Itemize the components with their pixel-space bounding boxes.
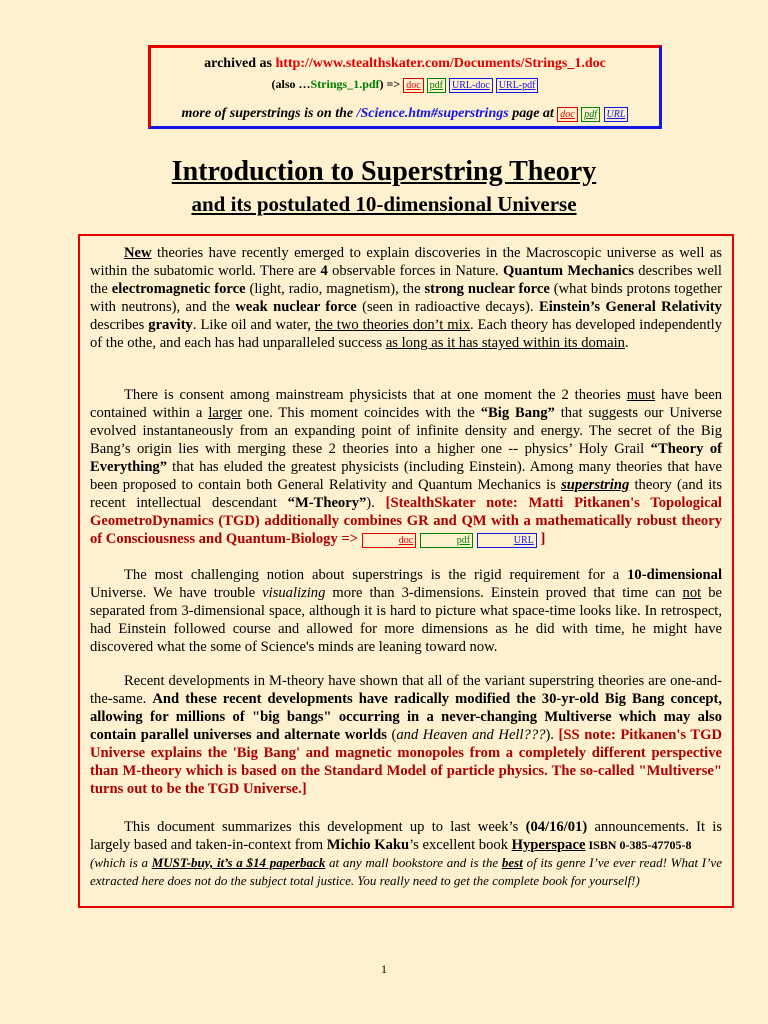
document-title: Introduction to Superstring Theory: [171, 156, 597, 187]
text: (seen in radioactive decays).: [356, 299, 539, 315]
text: observable forces in Nature.: [327, 263, 504, 279]
text: at any mall bookstore and is the: [325, 855, 502, 870]
paragraph-summary: [90, 818, 722, 890]
text: Recent developments in M-theory have shown that all of the variant superstring theories are one-and-the-same.: [90, 673, 722, 707]
date: (04/16/01): [525, 819, 588, 835]
text: The most challenging notion about superstrings is the rigid requirement for a: [124, 567, 628, 583]
text: that has eluded the greatest physicists (including Einstein). Among many theories that have been proposed to contain both General Relativity and Quantum Mechanics is: [90, 459, 722, 493]
book-title: Hyperspace: [511, 837, 586, 853]
general-relativity-term: Einstein’s General Relativity: [538, 299, 722, 315]
also-pdf-link[interactable]: Strings_1.pdf: [310, 77, 380, 91]
multiverse-statement: And these recent developments have radically modified the 30-yr-old Big Bang concept, allowing for millions of "big bangs" occurring in a never-changing Multiverse which may also contain parallel universes and alternate worlds: [90, 691, 722, 743]
weak-force-term: weak nuclear force: [235, 299, 357, 315]
author-name: Michio Kaku: [326, 837, 410, 853]
archive-header-box: [148, 45, 662, 129]
note-close: ]: [540, 531, 546, 547]
more-suffix: page at: [512, 106, 554, 121]
new-word: New: [124, 245, 152, 261]
archived-label: archived as: [204, 56, 272, 71]
science-page-link[interactable]: /Science.htm#superstrings: [356, 106, 509, 121]
larger-word: larger: [208, 405, 243, 421]
pdf-button[interactable]: pdf: [427, 78, 446, 93]
more-pdf-button[interactable]: pdf: [581, 107, 600, 122]
archive-line: [151, 56, 659, 72]
more-doc-button[interactable]: doc: [557, 107, 577, 122]
more-prefix: more of superstrings is on the: [181, 106, 354, 121]
doc-button[interactable]: doc: [403, 78, 423, 93]
strong-force-term: strong nuclear force: [424, 281, 550, 297]
best-word: best: [501, 855, 523, 870]
url-doc-button[interactable]: URL-doc: [449, 78, 493, 93]
ten-dimensional-term: 10-dimensional: [627, 567, 722, 583]
dont-mix-phrase: the two theories don’t mix: [315, 317, 470, 333]
text: . Like oil and water,: [192, 317, 315, 333]
text: theory (and its recent intellectual descendant: [90, 477, 722, 511]
quantum-mechanics-term: Quantum Mechanics: [503, 263, 634, 279]
text: (what binds protons together with neutrons), and the: [90, 281, 722, 315]
main-content-box: [78, 234, 734, 908]
text: that suggests our Universe evolved instantaneously from an expanding point of infinite density and energy. The secret of the Big Bang’s origin lies with merging these 2 theories into a higher one -- physics’ Holy Grail: [90, 405, 723, 457]
text: (: [386, 727, 397, 743]
text: There is consent among mainstream physicists that at one moment the 2 theories: [124, 387, 627, 403]
page-number: 1: [381, 962, 387, 976]
also-line: [151, 77, 659, 93]
tgd-doc-button[interactable]: doc: [362, 533, 416, 548]
text: one. This moment coincides with the: [242, 405, 481, 421]
not-word: not: [682, 585, 702, 601]
paragraph-m-theory: [90, 672, 722, 798]
four-count: 4: [320, 263, 328, 279]
text: describes well the: [90, 263, 722, 297]
text: (light, radio, magnetism), the: [245, 281, 425, 297]
isbn: ISBN 0-385-47705-8: [585, 838, 692, 852]
stealthskater-note: [StealthSkater note: Matti Pitkanen's Topological GeometroDynamics (TGD) additionally combines GR and QM with a mathematically robust theory of Consciousness and Quantum-Biology =>: [90, 495, 722, 547]
paragraph-forces: [90, 244, 722, 352]
superstring-term: superstring: [561, 477, 630, 493]
text: announcements. It is largely based and taken-in-context from: [90, 819, 722, 853]
domain-phrase: as long as it has stayed within its domain: [385, 335, 625, 351]
theory-of-everything-term: “Theory of Everything”: [90, 441, 722, 475]
text: theories have recently emerged to explain discoveries in the Macroscopic universe as well as within the subatomic world. There are: [90, 245, 722, 279]
ss-note: [SS note: Pitkanen's TGD Universe explains the 'Big Bang' and magnetic monopoles from a completely different perspective than M-theory which is based on the Standard Model of particle physics. The so-called "Multiverse" turns out to be the TGD Universe.]: [90, 727, 722, 797]
recommendation: [90, 855, 722, 888]
text: ).: [545, 727, 559, 743]
text: This document summarizes this development up to last week’s: [124, 819, 526, 835]
more-url-button[interactable]: URL: [604, 107, 629, 122]
also-prefix: (also …: [271, 77, 311, 91]
more-line: [151, 106, 659, 122]
paragraph-dimensions: [90, 566, 722, 656]
text: of its genre I’ve ever read! What I’ve extracted here does not do the subject total justice. You really need to get the complete book for yourself!): [90, 855, 722, 888]
big-bang-term: “Big Bang”: [480, 405, 555, 421]
text: ).: [366, 495, 386, 511]
visualizing-word: visualizing: [262, 585, 326, 601]
text: be separated from 3-dimensional space, although it is hard to picture what space-time looks like. In retrospect, had Einstein followed course and allowed for more dimensions as he did with time, he might have discovered what the some of Science's minds are leaning toward now.: [90, 585, 722, 655]
must-word: must: [626, 387, 656, 403]
text: have been contained within a: [90, 387, 722, 421]
text: .: [624, 335, 629, 351]
archive-url-link[interactable]: http://www.stealthskater.com/Documents/Strings_1.doc: [275, 56, 606, 71]
heaven-hell-phrase: and Heaven and Hell???: [396, 727, 546, 743]
tgd-url-button[interactable]: URL: [477, 533, 537, 548]
gravity-term: gravity: [148, 317, 193, 333]
document-subtitle: and its postulated 10-dimensional Universe: [191, 192, 577, 216]
also-suffix: ) =>: [379, 77, 401, 91]
must-buy-phrase: MUST-buy, it’s a $14 paperback: [151, 855, 326, 870]
paragraph-big-bang: [90, 386, 722, 548]
text: describes: [90, 317, 149, 333]
text: Universe. We have trouble: [90, 585, 263, 601]
text: (which is a: [90, 855, 152, 870]
text: more than 3-dimensions. Einstein proved that time can: [325, 585, 683, 601]
m-theory-term: “M-Theory”: [287, 495, 367, 511]
electromagnetic-term: electromagnetic force: [111, 281, 246, 297]
text: . Each theory has developed independently of the othe, and each has had unparalleled success: [90, 317, 722, 351]
text: ’s excellent book: [409, 837, 512, 853]
url-pdf-button[interactable]: URL-pdf: [496, 78, 539, 93]
tgd-pdf-button[interactable]: pdf: [420, 533, 473, 548]
